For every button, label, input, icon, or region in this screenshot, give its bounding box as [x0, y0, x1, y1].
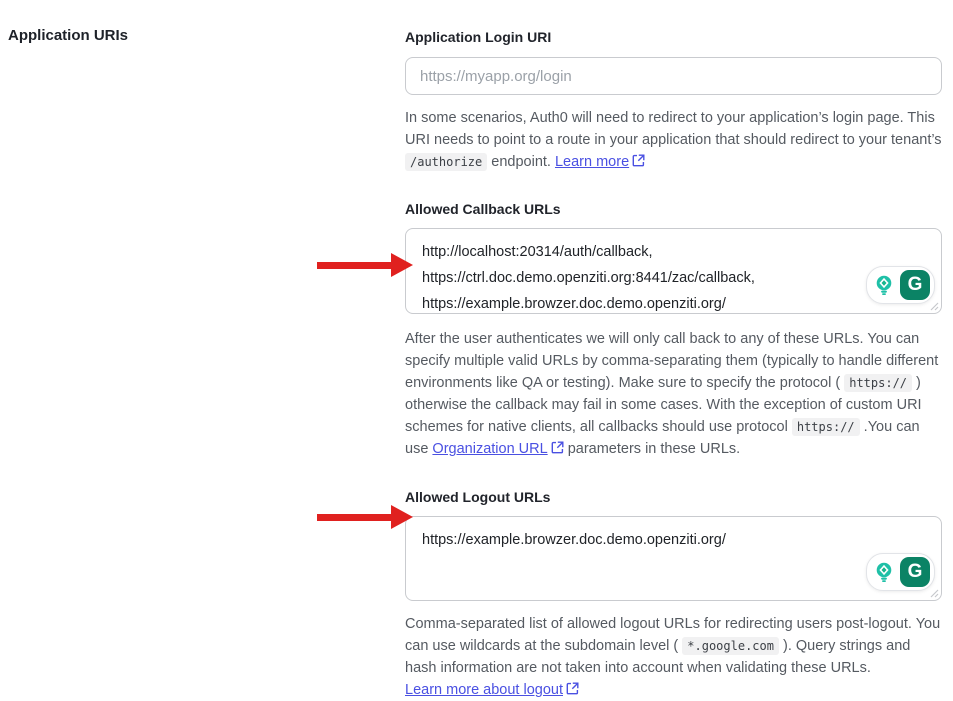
callback-urls-help: [405, 328, 942, 460]
external-link-icon: [566, 682, 579, 695]
authorize-endpoint-code: /authorize: [405, 153, 487, 171]
arrow-shaft: [317, 262, 391, 269]
callback-annotation-arrow: [317, 253, 413, 277]
organization-url-link[interactable]: Organization URL: [432, 441, 548, 457]
logout-help-text-1: Comma-separated list of allowed logout URLs for redirecting users post-logout. You can use wildcards at the subdomain level (: [405, 616, 941, 654]
callback-urls-textarea[interactable]: [405, 228, 942, 314]
logout-annotation-arrow: [317, 505, 413, 529]
grammarly-icon[interactable]: G: [900, 270, 930, 300]
external-link-icon: [551, 441, 564, 454]
login-uri-label: Application Login URI: [405, 29, 552, 45]
logout-urls-label: Allowed Logout URLs: [405, 489, 551, 505]
callback-help-text-1: After the user authenticates we will only call back to any of these URLs. You can specify multiple valid URLs by comma-separating them (typically to handle different environments like QA or testing). Make sure to specify the protocol (: [405, 331, 939, 391]
https-protocol-code: https://: [844, 374, 912, 392]
callback-help-text-4: parameters in these URLs.: [563, 441, 741, 457]
resize-handle-icon[interactable]: [930, 589, 939, 598]
resize-handle-icon[interactable]: [930, 302, 939, 311]
login-uri-input[interactable]: [405, 57, 942, 95]
callback-help-text-3: .You can use: [405, 419, 920, 457]
logout-urls-help: [405, 613, 942, 701]
learn-more-link[interactable]: Learn more: [554, 154, 630, 170]
learn-more-logout-link[interactable]: Learn more about logout: [405, 682, 563, 698]
callback-urls-label: Allowed Callback URLs: [405, 201, 561, 217]
callback-url-line: https://ctrl.doc.demo.openziti.org:8441/zac/callback,: [422, 270, 755, 286]
application-uris-form: [405, 28, 942, 701]
login-uri-help-text-1: In some scenarios, Auth0 will need to redirect to your application’s login page. This URI needs to point to a route in your application that should redirect to your tenant’s: [405, 110, 942, 148]
callback-help-text-2: ) otherwise the callback may fail in some cases. With the exception of custom URI schemes for native clients, all callbacks should use protocol: [405, 375, 922, 435]
logout-url-line: https://example.browzer.doc.demo.openziti.org/: [422, 532, 726, 548]
https-protocol-code: https://: [792, 418, 860, 436]
suggestion-bulb-icon[interactable]: [871, 559, 897, 585]
logout-urls-textarea[interactable]: [405, 516, 942, 601]
grammarly-widget[interactable]: [866, 553, 935, 591]
logout-help-text-2: ). Query strings and hash information are not taken into account when validating these URLs.: [405, 638, 911, 676]
callback-url-line: http://localhost:20314/auth/callback,: [422, 244, 653, 260]
external-link-icon: [632, 154, 645, 167]
grammarly-icon[interactable]: G: [900, 557, 930, 587]
section-title: Application URIs: [8, 27, 129, 44]
suggestion-bulb-icon[interactable]: [871, 272, 897, 298]
login-uri-help-text-2: endpoint.: [487, 154, 555, 170]
callback-url-line: https://example.browzer.doc.demo.openziti.org/: [422, 296, 726, 312]
grammarly-widget[interactable]: [866, 266, 935, 304]
wildcard-domain-code: *.google.com: [682, 637, 779, 655]
login-uri-help: [405, 107, 942, 173]
arrow-shaft: [317, 514, 391, 521]
